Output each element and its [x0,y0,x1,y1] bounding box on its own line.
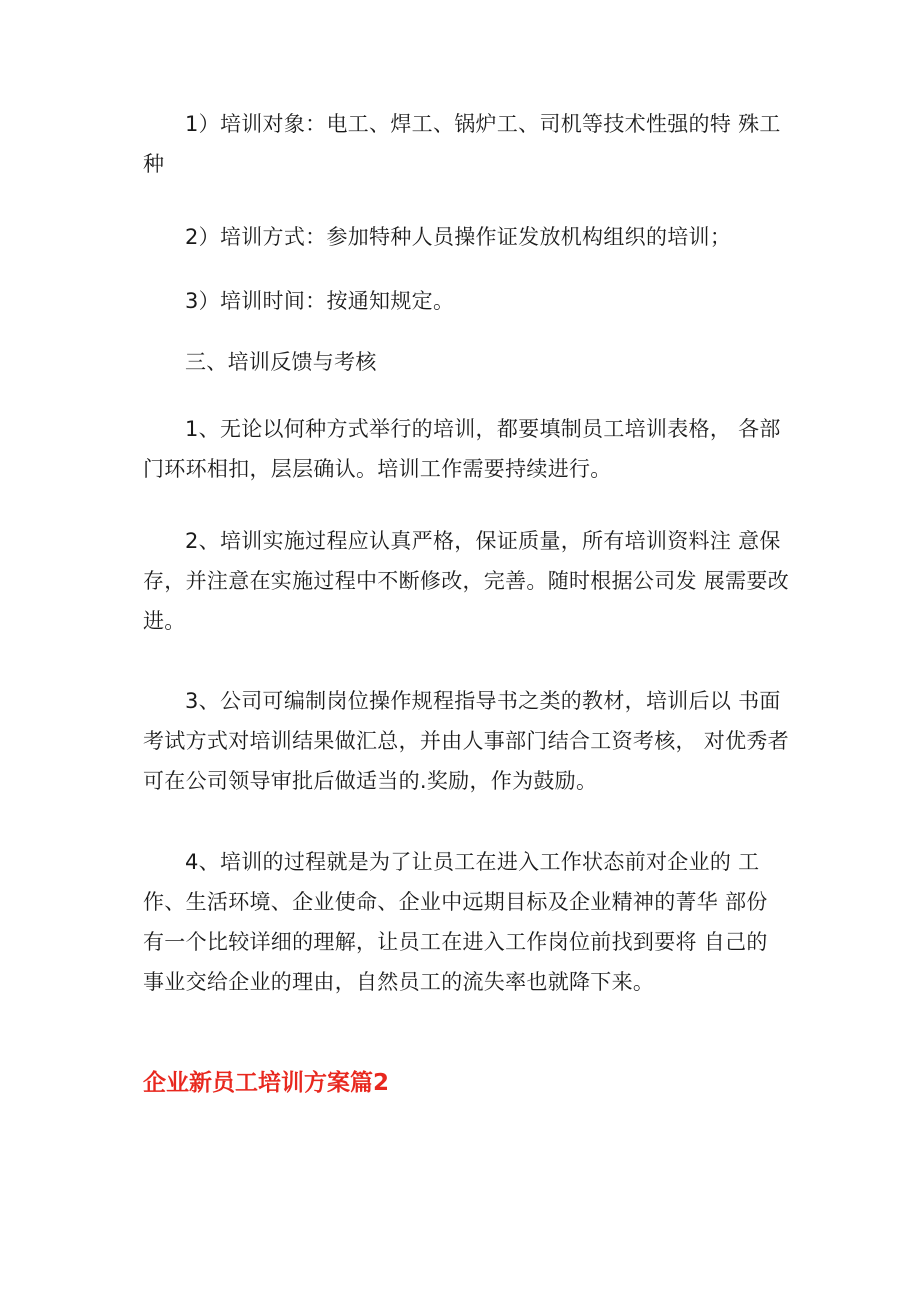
paragraph-training-method [143,217,798,257]
text-line: 2、培训实施过程应认真严格，保证质量，所有培训资料注 意保 [185,529,781,553]
text-line: 1）培训对象：电工、焊工、锅炉工、司机等技术性强的特 殊工 [185,112,781,136]
text-line: 可在公司领导审批后做适当的.奖励，作为鼓励。 [143,769,598,793]
text-line: 作、生活环境、企业使命、企业中远期目标及企业精神的菁华 部份 [143,890,768,914]
text-line: 考试方式对培训结果做汇总，并由人事部门结合工资考核， 对优秀者 [143,729,789,753]
section-heading: 企业新员工培训方案篇2 [143,1070,390,1096]
paragraph-feedback-2 [143,521,798,641]
paragraph-feedback-3 [143,681,798,801]
text-line: 2）培训方式：参加特种人员操作证发放机构组织的培训； [185,225,732,249]
text-line: 3、公司可编制岗位操作规程指导书之类的教材，培训后以 书面 [185,689,781,713]
paragraph-feedback-4 [143,842,798,1002]
paragraph-feedback-1 [143,409,798,489]
paragraph-training-time [143,281,798,321]
text-line: 种 [143,152,165,176]
text-line: 存，并注意在实施过程中不断修改，完善。随时根据公司发 展需要改 [143,569,789,593]
text-line: 3）培训时间：按通知规定。 [185,289,455,313]
text-line: 门环环相扣，层层确认。培训工作需要持续进行。 [143,457,612,481]
text-line: 4、培训的过程就是为了让员工在进入工作状态前对企业的 工 [185,850,760,874]
text-line: 事业交给企业的理由，自然员工的流失率也就降下来。 [143,970,655,994]
text-line: 三、培训反馈与考核 [185,350,377,374]
text-line: 1、无论以何种方式举行的培训，都要填制员工培训表格， 各部 [185,417,781,441]
text-line: 有一个比较详细的理解，让员工在进入工作岗位前找到要将 自己的 [143,930,768,954]
text-line: 进。 [143,609,186,633]
section-subheading [143,342,798,382]
paragraph-training-targets [143,104,798,184]
